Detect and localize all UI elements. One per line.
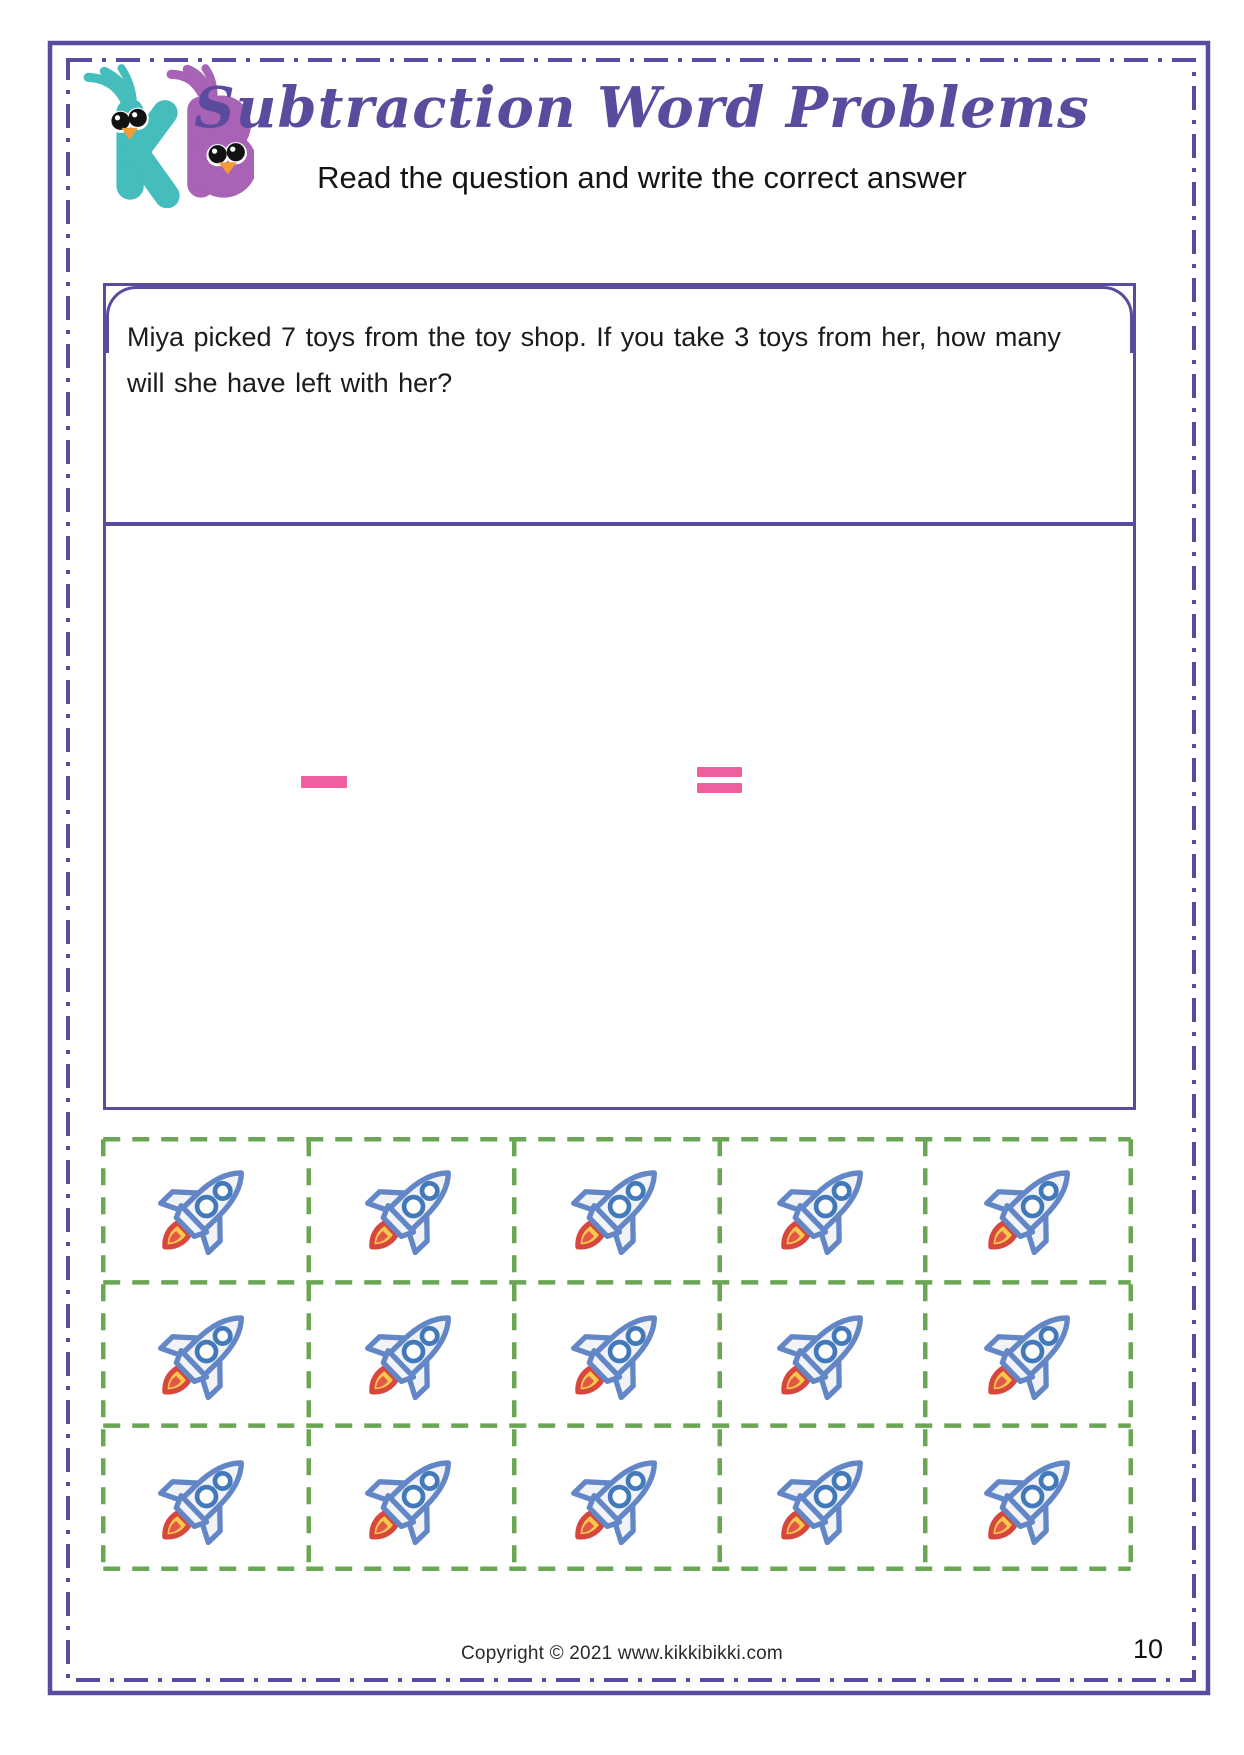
equals-bar-top	[697, 767, 742, 777]
problem-card	[103, 283, 1136, 1110]
rocket-icon	[145, 1295, 263, 1413]
minus-sign	[301, 776, 347, 788]
rocket-icon	[971, 1440, 1089, 1558]
rocket-icon	[971, 1150, 1089, 1268]
grid-cell	[307, 1282, 513, 1427]
equals-bar-bottom	[697, 783, 742, 793]
card-divider	[105, 522, 1134, 526]
grid-cell	[927, 1282, 1133, 1427]
grid-cell	[514, 1282, 720, 1427]
equals-sign	[697, 767, 742, 794]
grid-cell	[927, 1137, 1133, 1282]
grid-cell	[720, 1137, 926, 1282]
counting-grid	[101, 1137, 1133, 1571]
rocket-icon	[145, 1440, 263, 1558]
rocket-icon	[352, 1150, 470, 1268]
page-number: 10	[1132, 1634, 1164, 1664]
counting-grid-cells	[101, 1137, 1133, 1571]
grid-cell	[927, 1426, 1133, 1571]
rocket-icon	[558, 1440, 676, 1558]
rocket-icon	[145, 1150, 263, 1268]
grid-cell	[307, 1426, 513, 1571]
grid-cell	[514, 1137, 720, 1282]
rocket-icon	[558, 1295, 676, 1413]
copyright-text: Copyright © 2021 www.kikkibikki.com	[461, 1643, 783, 1664]
page-subtitle: Read the question and write the correct answer	[317, 160, 967, 195]
rocket-icon	[352, 1295, 470, 1413]
problem-question-text: Miya picked 7 toys from the toy shop. If you take 3 toys from her, how many will she have left with her?	[127, 322, 1061, 398]
rocket-icon	[764, 1295, 882, 1413]
rocket-icon	[558, 1150, 676, 1268]
page-title: Subtraction Word Problems	[194, 75, 1090, 141]
grid-cell	[101, 1282, 307, 1427]
rocket-icon	[352, 1440, 470, 1558]
grid-cell	[720, 1426, 926, 1571]
grid-cell	[307, 1137, 513, 1282]
grid-cell	[101, 1426, 307, 1571]
rocket-icon	[971, 1295, 1089, 1413]
grid-cell	[720, 1282, 926, 1427]
rocket-icon	[764, 1150, 882, 1268]
grid-cell	[514, 1426, 720, 1571]
grid-cell	[101, 1137, 307, 1282]
rocket-icon	[764, 1440, 882, 1558]
